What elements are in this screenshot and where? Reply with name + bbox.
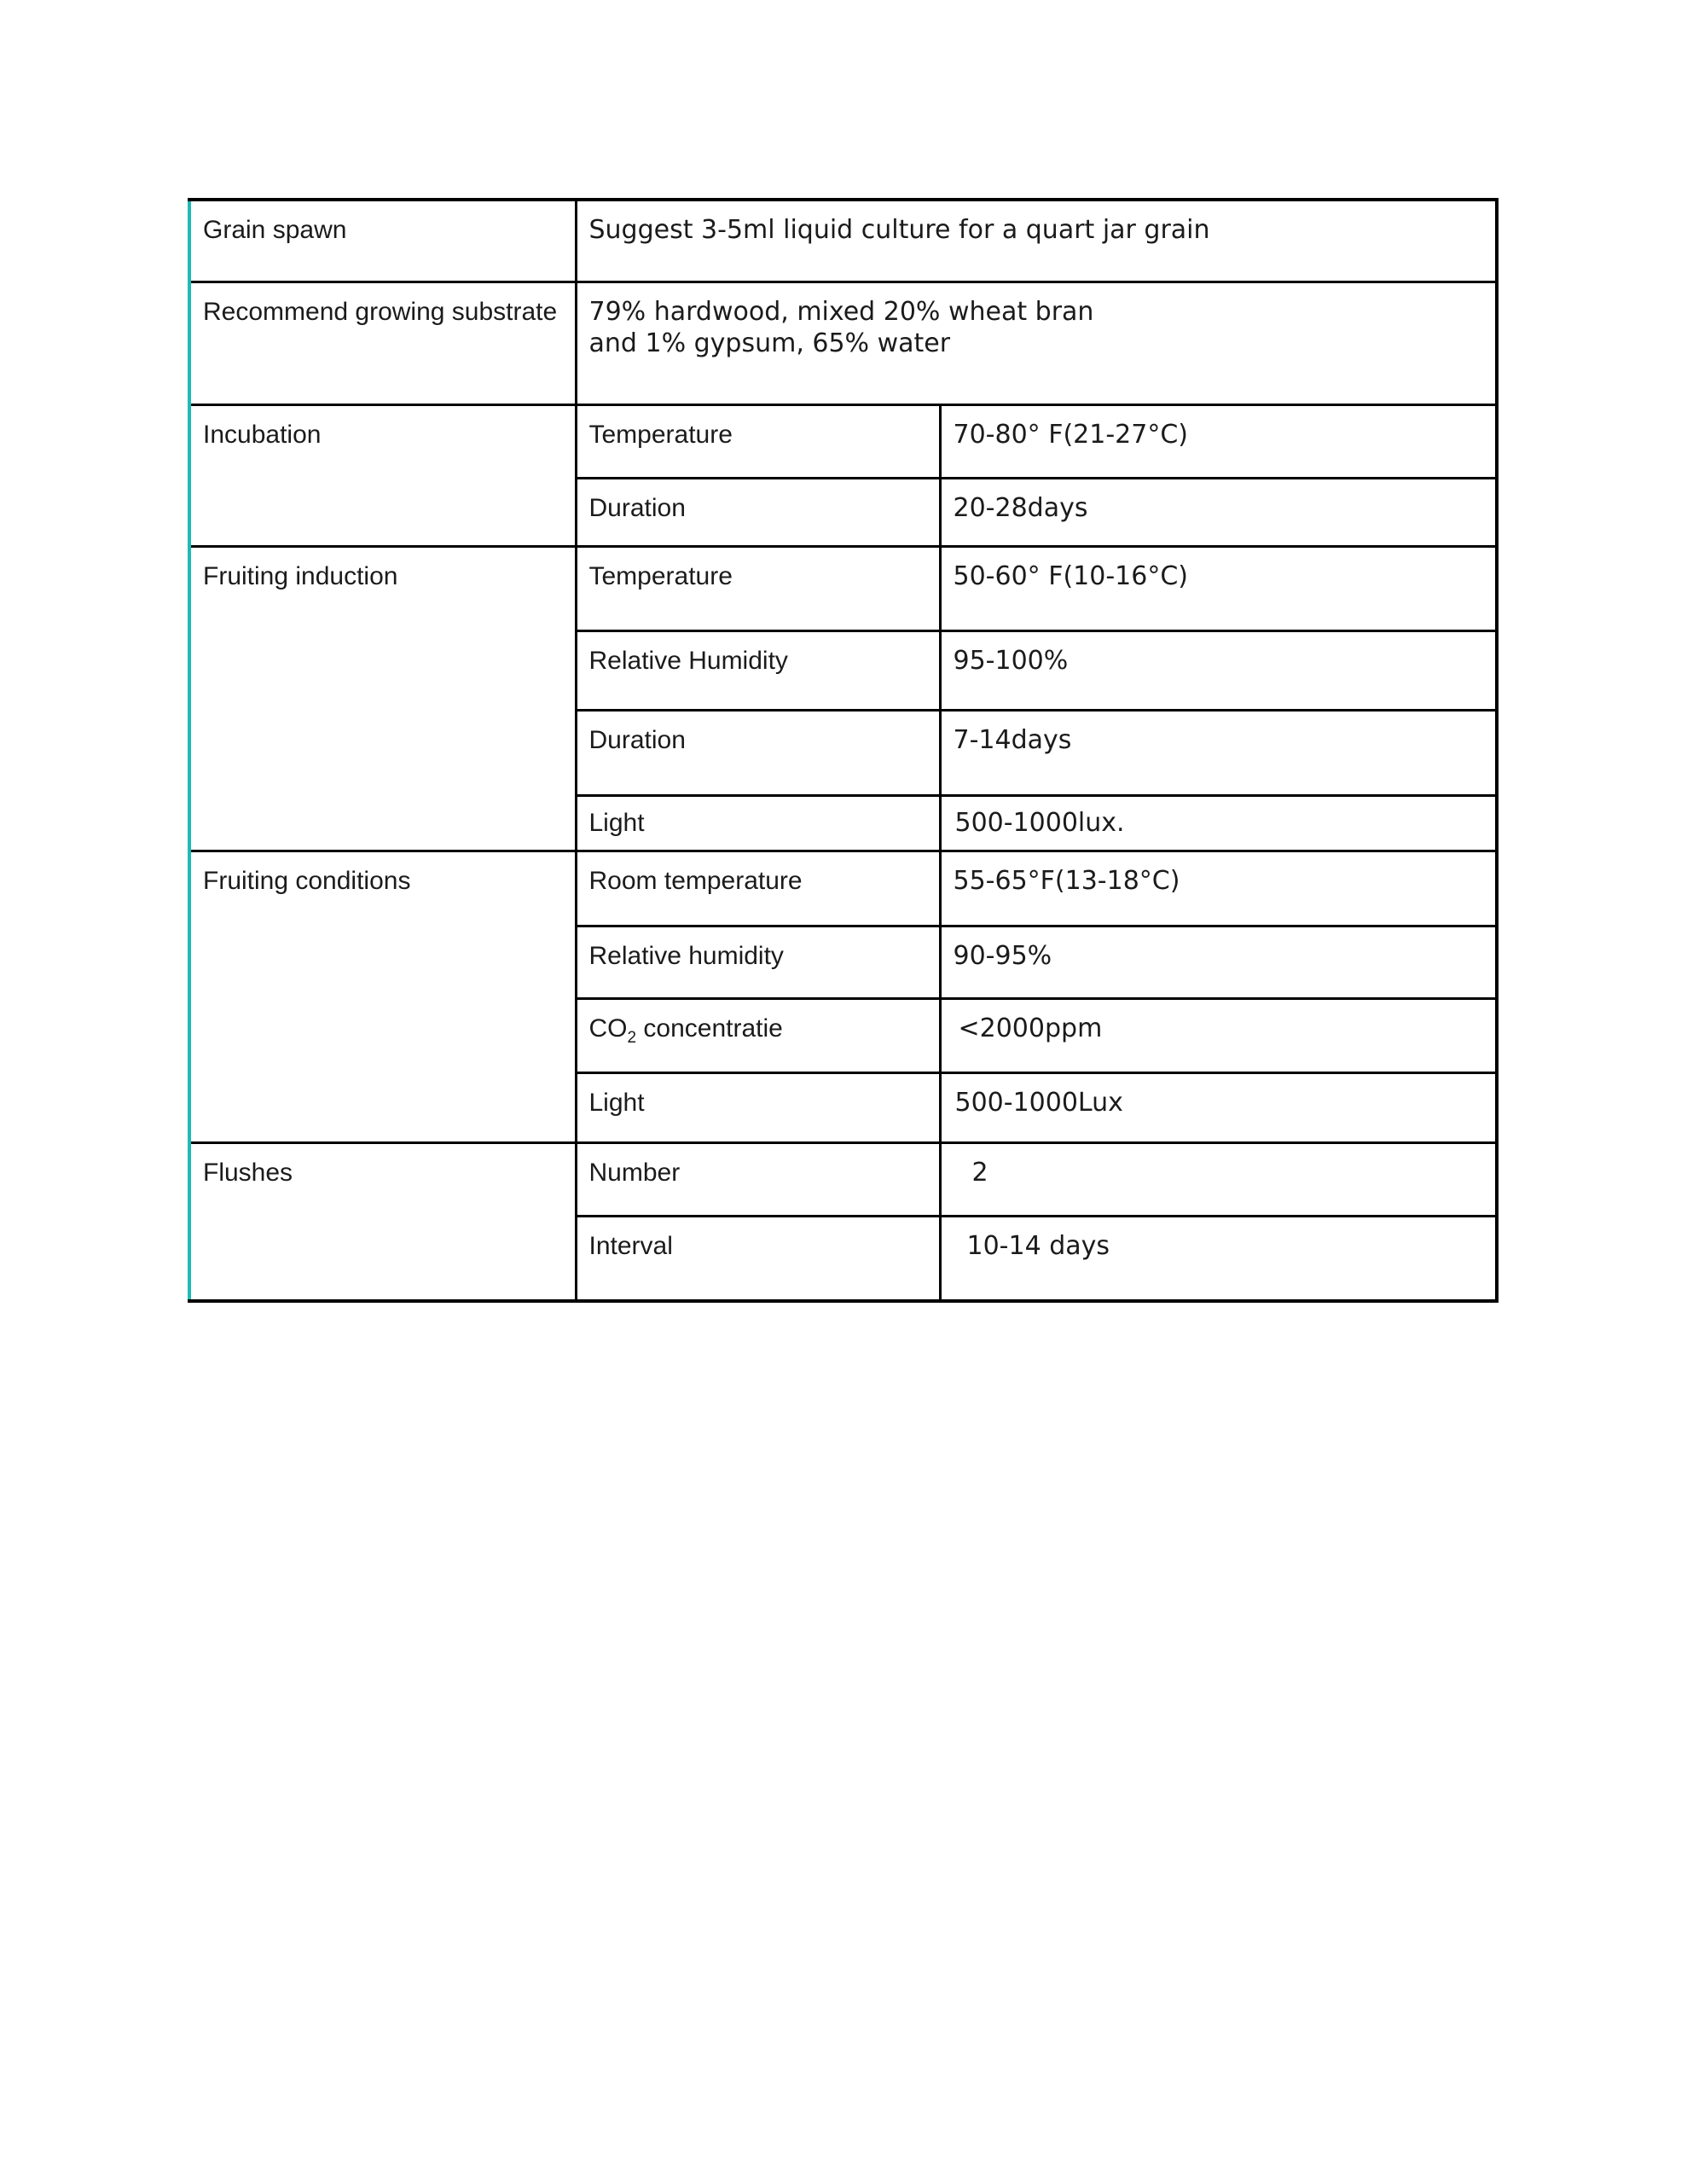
conditions-humidity-value-cell: 90-95% — [940, 926, 1497, 998]
conditions-room-temperature-param-cell: Room temperature — [576, 851, 940, 926]
substrate-label-cell: Recommend growing substrate — [189, 282, 576, 404]
substrate-value-line2: and 1% gypsum, 65% water — [588, 328, 951, 358]
row-flushes-number — [189, 1142, 1497, 1216]
grain-spawn-label-cell: Grain spawn — [189, 200, 576, 282]
flushes-interval-value-cell: 10-14 days — [940, 1216, 1497, 1301]
conditions-humidity-param-cell: Relative humidity — [576, 926, 940, 998]
induction-humidity-param-cell: Relative Humidity — [576, 630, 940, 710]
conditions-light-value-cell: 500-1000Lux — [940, 1072, 1497, 1142]
incubation-duration-value-cell: 20-28days — [940, 478, 1497, 546]
induction-duration-value-cell: 7-14days — [940, 710, 1497, 795]
induction-light-param-cell: Light — [576, 795, 940, 851]
row-substrate — [189, 282, 1497, 404]
fruiting-conditions-label-cell: Fruiting conditions — [189, 851, 576, 1142]
induction-temperature-param-cell: Temperature — [576, 546, 940, 630]
grain-spawn-value-cell: Suggest 3-5ml liquid culture for a quart jar grain — [576, 200, 1497, 282]
incubation-temperature-value-cell: 70-80° F(21-27°C) — [940, 404, 1497, 478]
induction-light-value-cell: 500-1000lux. — [940, 795, 1497, 851]
growing-parameters-section — [188, 198, 1499, 1303]
row-grain-spawn — [189, 200, 1497, 282]
induction-humidity-value-cell: 95-100% — [940, 630, 1497, 710]
co2-label-base: CO — [588, 1014, 628, 1043]
co2-label-rest: concentratie — [636, 1014, 783, 1043]
substrate-value-cell — [576, 282, 1497, 404]
incubation-duration-param-cell: Duration — [576, 478, 940, 546]
row-conditions-room-temperature — [189, 851, 1497, 926]
substrate-value-line1: 79% hardwood, mixed 20% wheat bran — [588, 296, 1094, 327]
co2-subscript: 2 — [627, 1028, 637, 1047]
flushes-interval-param-cell: Interval — [576, 1216, 940, 1301]
conditions-co2-param-cell — [576, 998, 940, 1072]
incubation-label-cell: Incubation — [189, 404, 576, 546]
row-incubation-temperature — [189, 404, 1497, 478]
row-induction-temperature — [189, 546, 1497, 630]
flushes-number-value-cell: 2 — [940, 1142, 1497, 1216]
conditions-light-param-cell: Light — [576, 1072, 940, 1142]
flushes-label-cell: Flushes — [189, 1142, 576, 1301]
conditions-room-temperature-value-cell: 55-65°F(13-18°C) — [940, 851, 1497, 926]
induction-duration-param-cell: Duration — [576, 710, 940, 795]
fruiting-induction-label-cell: Fruiting induction — [189, 546, 576, 851]
flushes-number-param-cell: Number — [576, 1142, 940, 1216]
incubation-temperature-param-cell: Temperature — [576, 404, 940, 478]
induction-temperature-value-cell: 50-60° F(10-16°C) — [940, 546, 1497, 630]
growing-parameters-table — [188, 198, 1499, 1303]
conditions-co2-value-cell: <2000ppm — [940, 998, 1497, 1072]
